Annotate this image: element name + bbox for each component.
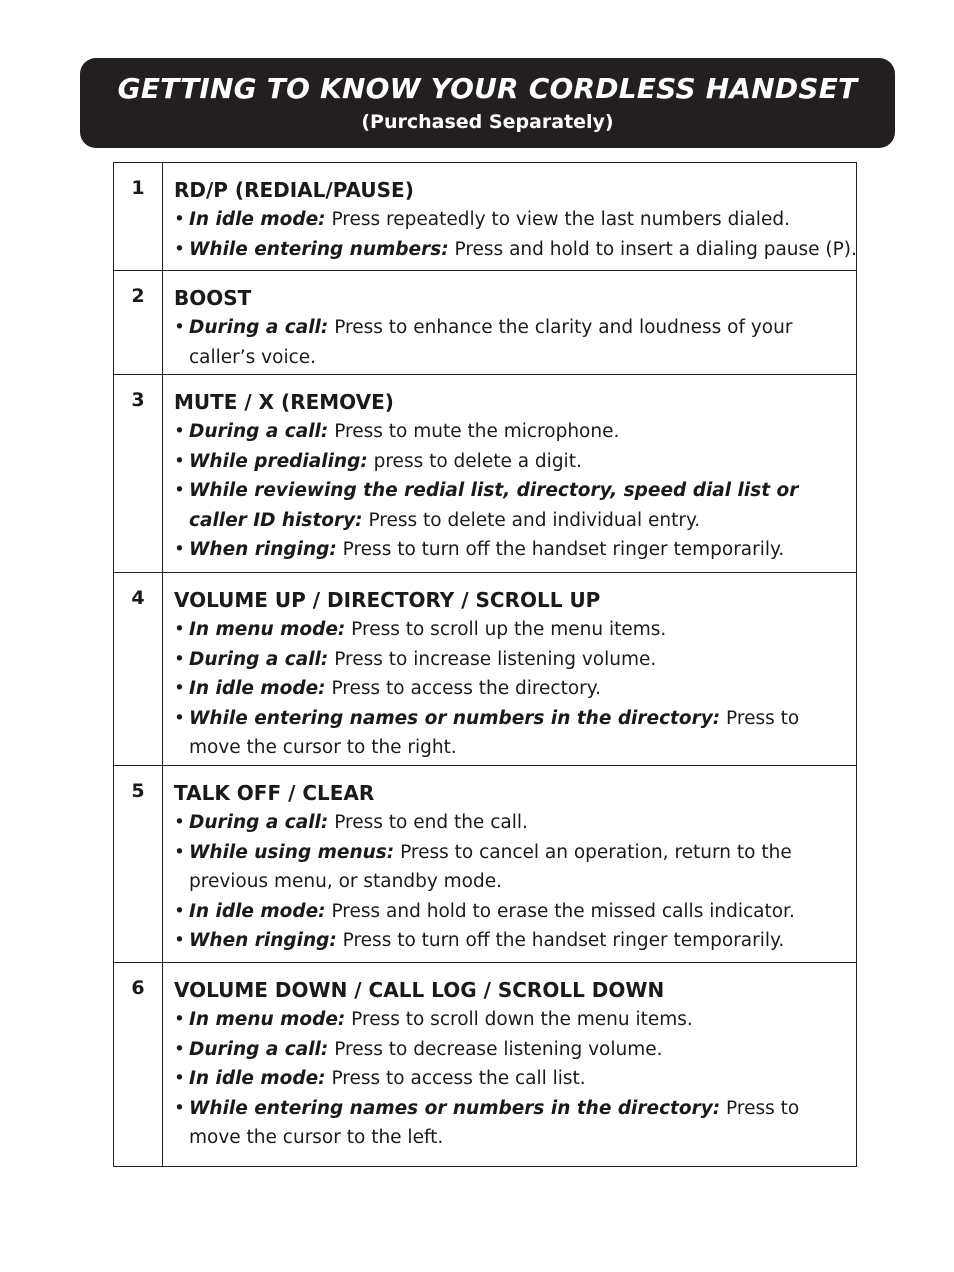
list-item [174,645,850,675]
item-text: Press to decrease listening volume. [328,1038,663,1060]
row-description [163,766,857,963]
list-item [174,447,850,477]
row-number: 2 [114,271,163,375]
table-row [114,163,857,271]
item-label: While using menus: [189,841,395,863]
row-number: 3 [114,375,163,573]
item-text: Press to cancel an operation, return to the [394,841,792,863]
table-row [114,271,857,375]
list-item [174,926,850,956]
key-title: BOOST [174,286,252,310]
table-row [114,766,857,963]
item-text: Press repeatedly to view the last numbers dialed. [325,209,790,230]
item-text: Press to increase listening volume. [328,648,657,670]
item-text: Press to [720,707,800,729]
item-label: In idle mode: [189,1068,326,1089]
item-text: Press to turn off the handset ringer temporarily. [336,539,785,560]
list-item [174,704,850,763]
table-row [114,573,857,766]
list-item [174,535,850,565]
page-title: GETTING TO KNOW YOUR CORDLESS HANDSET [117,72,858,105]
list-item [174,1005,850,1035]
item-text-continued: move the cursor to the left. [189,1127,444,1148]
list-item [174,417,850,447]
item-label: • While reviewing the redial list, directory, speed dial list or [189,480,799,501]
item-label: While entering numbers: [189,238,449,260]
key-title: VOLUME UP / DIRECTORY / SCROLL UP [174,588,601,612]
list-item [174,615,850,645]
item-label: During a call: [189,317,329,338]
list-item [174,897,850,927]
item-text: Press to access the directory. [325,678,601,699]
item-label: In menu mode: [189,1009,346,1030]
item-label: When ringing: [189,539,337,560]
key-title: RD/P (REDIAL/PAUSE) [174,178,414,202]
item-text: Press to enhance the clarity and loudness of your [328,317,793,338]
item-label: In idle mode: [189,209,326,230]
item-text: Press and hold to insert a dialing pause (P). [448,238,857,260]
item-text: Press to end the call. [328,812,528,833]
item-text: Press to [720,1097,800,1119]
item-text: Press to mute the microphone. [328,421,620,442]
item-text: Press and hold to erase the missed calls indicator. [325,900,795,922]
item-label: During a call: [189,421,329,442]
item-text: Press to turn off the handset ringer temporarily. [336,930,785,951]
row-description [163,271,857,375]
list-item [174,808,850,838]
key-title: MUTE / X (REMOVE) [174,390,394,414]
table-row [114,375,857,573]
item-text: Press to scroll up the menu items. [345,619,667,640]
item-text: Press to delete and individual entry. [362,509,701,531]
list-item [174,674,850,704]
item-label: During a call: [189,812,329,833]
item-label: While entering names or numbers in the directory: [189,707,721,729]
item-text-continued: previous menu, or standby mode. [189,871,503,892]
item-label: During a call: [189,1038,329,1060]
item-label-continued: caller ID history: [189,509,363,531]
item-text-continued: caller’s voice. [189,346,317,368]
list-item [174,235,857,265]
list-item [174,313,850,372]
row-description [163,375,857,573]
item-text: Press to access the call list. [325,1068,586,1089]
item-label: In idle mode: [189,900,326,922]
handset-keys-table [113,162,857,1167]
item-text: Press to scroll down the menu items. [345,1009,693,1030]
row-description [163,963,857,1167]
row-number: 6 [114,963,163,1167]
page-subtitle: (Purchased Separately) [361,111,614,133]
row-number: 1 [114,163,163,271]
page-header [80,58,895,148]
list-item [174,1035,850,1065]
item-label: While predialing: [189,450,368,472]
item-text: press to delete a digit. [367,450,582,472]
table-row [114,963,857,1167]
row-number: 5 [114,766,163,963]
row-number: 4 [114,573,163,766]
item-label: During a call: [189,648,329,670]
key-title: TALK OFF / CLEAR [174,781,375,805]
item-label: When ringing: [189,930,337,951]
item-label: In menu mode: [189,619,346,640]
row-description [163,573,857,766]
row-description [163,163,857,271]
list-item [174,1094,850,1153]
key-title: VOLUME DOWN / CALL LOG / SCROLL DOWN [174,978,665,1002]
item-label: In idle mode: [189,678,326,699]
item-label: While entering names or numbers in the directory: [189,1097,721,1119]
list-item [174,205,850,235]
item-text-continued: move the cursor to the right. [189,737,457,758]
list-item [174,1064,850,1094]
list-item [174,838,850,897]
list-item [174,476,850,535]
